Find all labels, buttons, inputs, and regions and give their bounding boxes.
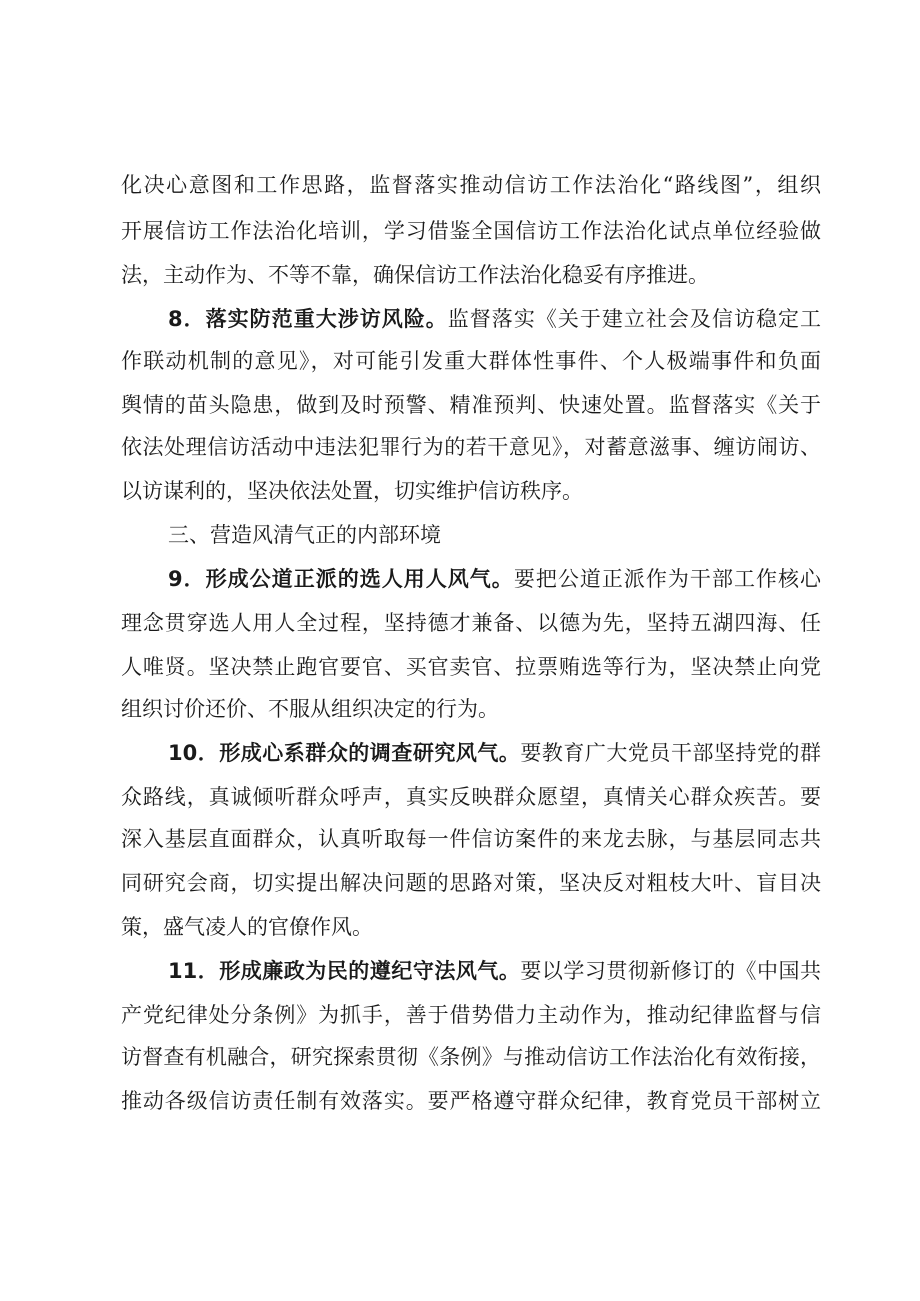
para10-line-4: 同研究会商，切实提出解决问题的思路对策，坚决反对粗枝大叶、盲目决 <box>121 871 821 895</box>
para8-line-5: 以访谋利的，坚决依法处置，切实维护信访秩序。 <box>121 479 583 503</box>
para9-first-rest: 要把公道正派作为干部工作核心 <box>513 567 821 591</box>
para11-line-3: 访督查有机融合，研究探索贯彻《条例》与推动信访工作法治化有效衔接， <box>121 1045 821 1069</box>
para7-line-1: 化决心意图和工作思路，监督落实推动信访工作法治化“路线图”，组织 <box>121 173 821 197</box>
para8-line-2: 作联动机制的意见》，对可能引发重大群体性事件、个人极端事件和负面 <box>121 349 821 373</box>
para9-first-line <box>168 558 821 600</box>
para10-first-rest: 要教育广大党员干部坚持党的群 <box>520 741 821 765</box>
para10-line-2: 众路线，真诚倾听群众呼声，真实反映群众愿望，真情关心群众疾苦。要 <box>121 785 821 809</box>
para10-title: 10．形成心系群众的调查研究风气。 <box>168 741 521 765</box>
para8-title: 8．落实防范重大涉访风险。 <box>168 307 448 331</box>
para9-line-4: 组织讨价还价、不服从组织决定的行为。 <box>121 697 499 721</box>
para10-first-line <box>168 732 821 774</box>
para10-line-3: 深入基层直面群众，认真听取每一件信访案件的来龙去脉，与基层同志共 <box>121 827 821 851</box>
para8-line-3: 舆情的苗头隐患，做到及时预警、精准预判、快速处置。监督落实《关于 <box>121 393 821 417</box>
para9-title: 9．形成公道正派的选人用人风气。 <box>168 567 514 591</box>
para11-line-4: 推动各级信访责任制有效落实。要严格遵守群众纪律，教育党员干部树立 <box>121 1089 821 1113</box>
para7-line-2: 开展信访工作法治化培训，学习借鉴全国信访工作法治化试点单位经验做 <box>121 219 821 243</box>
para9-line-3: 人唯贤。坚决禁止跑官要官、买官卖官、拉票贿选等行为，坚决禁止向党 <box>121 655 821 679</box>
para8-line-4: 依法处理信访活动中违法犯罪行为的若干意见》，对蓄意滋事、缠访闹访、 <box>121 435 821 459</box>
para11-first-line <box>168 950 821 992</box>
para7-line-3: 法，主动作为、不等不靠，确保信访工作法治化稳妥有序推进。 <box>121 263 709 287</box>
section-heading: 三、营造风清气正的内部环境 <box>168 523 441 547</box>
para10-line-5: 策，盛气凌人的官僚作风。 <box>121 915 373 939</box>
para11-line-2: 产党纪律处分条例》为抓手，善于借势借力主动作为，推动纪律监督与信 <box>121 1003 821 1027</box>
para11-title: 11．形成廉政为民的遵纪守法风气。 <box>168 959 521 983</box>
para11-first-rest: 要以学习贯彻新修订的《中国共 <box>520 959 821 983</box>
para9-line-2: 理念贯穿选人用人全过程，坚持德才兼备、以德为先，坚持五湖四海、任 <box>121 611 821 635</box>
para8-first-line <box>168 298 821 340</box>
para8-first-rest: 监督落实《关于建立社会及信访稳定工 <box>447 307 821 331</box>
